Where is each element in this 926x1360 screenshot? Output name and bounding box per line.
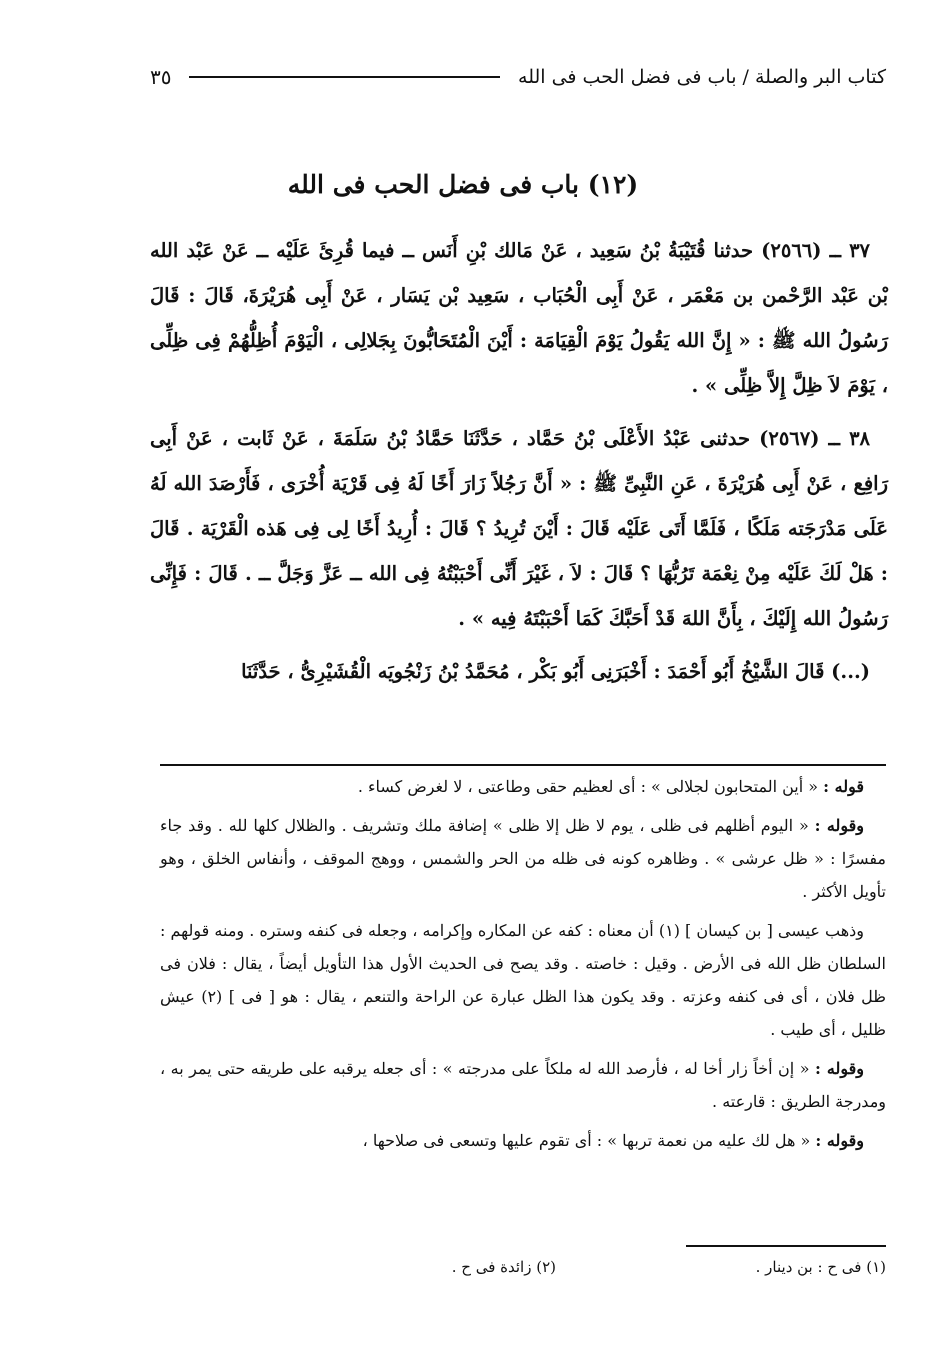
commentary-divider: [160, 764, 886, 766]
hadith-37: ٣٧ ــ (٢٥٦٦) حدثنا قُتَيْبَةُ بْنُ سَعِيد ، عَنْ مَالك بْنِ أَنَس ــ فيما قُرِئَ عَلَيْه ــ عَنْ عَبْد الله بْن عَبْد الرَّحْمن بن مَعْمَر ، عَنْ أَبِى الْحُبَاب ، سَعِيد بْن يَسَار ، عَنْ أَبِى هُرَيْرَةَ، قَالَ : قَالَ رَسُولُ الله ﷺ : « إِنَّ الله يَقُولُ يَوْمَ الْقِيَامَة : أَيْنَ الْمُتَحَابُّونَ بِجَلالِى ، الْيَوْمَ أُظِلُّهُمْ فِى ظِلِّى ، يَوْمَ لاَ ظِلَّ إِلاَّ ظِلِّى » .: [150, 239, 888, 397]
footnotes: [160, 1258, 886, 1288]
hadith-38: ٣٨ ــ (٢٥٦٧) حدثنى عَبْدُ الأَعْلَى بْنُ حَمَّاد ، حَدَّثَنَا حَمَّادُ بْنُ سَلَمَةَ ، عَنْ ثَابت ، عَنْ أَبِى رَافِع ، عَنْ أَبِى هُرَيْرَةَ ، عَنِ النَّبِىِّ ﷺ : « أَنَّ رَجُلاً زَارَ أَخًا لَهُ فِى قَرْيَة أُخْرَى ، فَأَرْصَدَ الله لَهُ عَلَى مَدْرَجَته مَلَكًا ، فَلَمَّا أَتَى عَلَيْه قَالَ : أَيْنَ تُرِيدُ ؟ قَالَ : أُرِيدُ أَخًا لِى فِى هَذه الْقَرْيَة . قَالَ : هَلْ لَكَ عَلَيْه مِنْ نِعْمَة تَرُبُّهَا ؟ قَالَ : لاَ ، غَيْرَ أَنِّى أَحْبَبْتُهُ فِى الله ــ عَزَّ وَجَلَّ ــ . قَالَ : فَإِنِّى رَسُولُ الله إِلَيْكَ ، بِأَنَّ اللهَ قَدْ أَحَبَّكَ كَمَا أَحْبَبْتَهُ فِيه » .: [150, 427, 888, 630]
commentary-lead: قوله :: [823, 777, 864, 796]
commentary-text: « اليوم أظلهم فى ظلى ، يوم لا ظل إلا ظلى » إضافة ملك وتشريف . والظلال كلها لله . وقد جاء مفسرًا : « ظل عرشى » . وظاهره كونه فى ظله من الحر والشمس ، ووهج الموقف ، وأنفاس الخلق ، وهو تأويل الأكثر .: [160, 816, 887, 901]
chapter-title: (١٢) باب فى فضل الحب فى الله: [287, 170, 639, 199]
commentary-lead: وقوله :: [814, 816, 864, 835]
footnote-1: (١) فى ح : بن دينار .: [755, 1258, 886, 1276]
commentary-text: « أين المتحابون لجلالى » : أى لعظيم حقى وطاعتى ، لا لغرض كساء .: [357, 777, 824, 796]
commentary-paragraph: [160, 914, 886, 1046]
hadith-text: [150, 228, 888, 702]
commentary: [160, 770, 886, 1163]
commentary-paragraph: [160, 1052, 886, 1118]
header-rule: [189, 76, 500, 78]
commentary-paragraph: [160, 809, 886, 908]
footnote-divider: [686, 1245, 886, 1247]
commentary-text: « إن أخاً زار أخا له ، فأرصد الله له ملكاً على مدرجته » : أى جعله يرقبه على طريقه حتى يمر به ، ومدرجة الطريق : قارعته .: [160, 1059, 886, 1111]
commentary-text: وذهب عيسى [ بن كيسان ] (١) أن معناه : كفه عن المكاره وإكرامه ، وجعله فى كنفه وستره . ومنه قولهم : السلطان ظل الله فى الأرض . وقيل : خاصته . وقد يصح فى الحديث الأول هذا التأويل أيضاً ، يقال : فلان فى ظل فلان ، أى فى كنفه وعزته . وقد يكون هذا الظل عبارة عن الراحة والتنعم ، يقال : هو [ فى ] (٢) عيش ظليل ، أى طيب .: [160, 921, 886, 1039]
hadith-continuation: (...) قَالَ الشَّيْخُ أَبُو أَحْمَدَ : أَخْبَرَنِى أَبُو بَكْر ، مُحَمَّدُ بْنُ زَنْجُويَه الْقُشَيْرِىُّ ، حَدَّثَنَا: [241, 660, 870, 683]
commentary-paragraph: [160, 1124, 886, 1157]
commentary-paragraph: [160, 770, 886, 803]
commentary-lead: وقوله :: [815, 1059, 864, 1078]
commentary-lead: وقوله :: [815, 1131, 864, 1150]
running-header: [150, 60, 886, 94]
footnote-2: (٢) زائدة فى ح .: [451, 1258, 556, 1276]
header-title: كتاب البر والصلة / باب فى فضل الحب فى الله: [518, 66, 886, 88]
commentary-text: « هل لك عليه من نعمة تربها » : أى تقوم عليها وتسعى فى صلاحها ،: [362, 1131, 816, 1150]
page-number: ٣٥: [150, 65, 172, 89]
